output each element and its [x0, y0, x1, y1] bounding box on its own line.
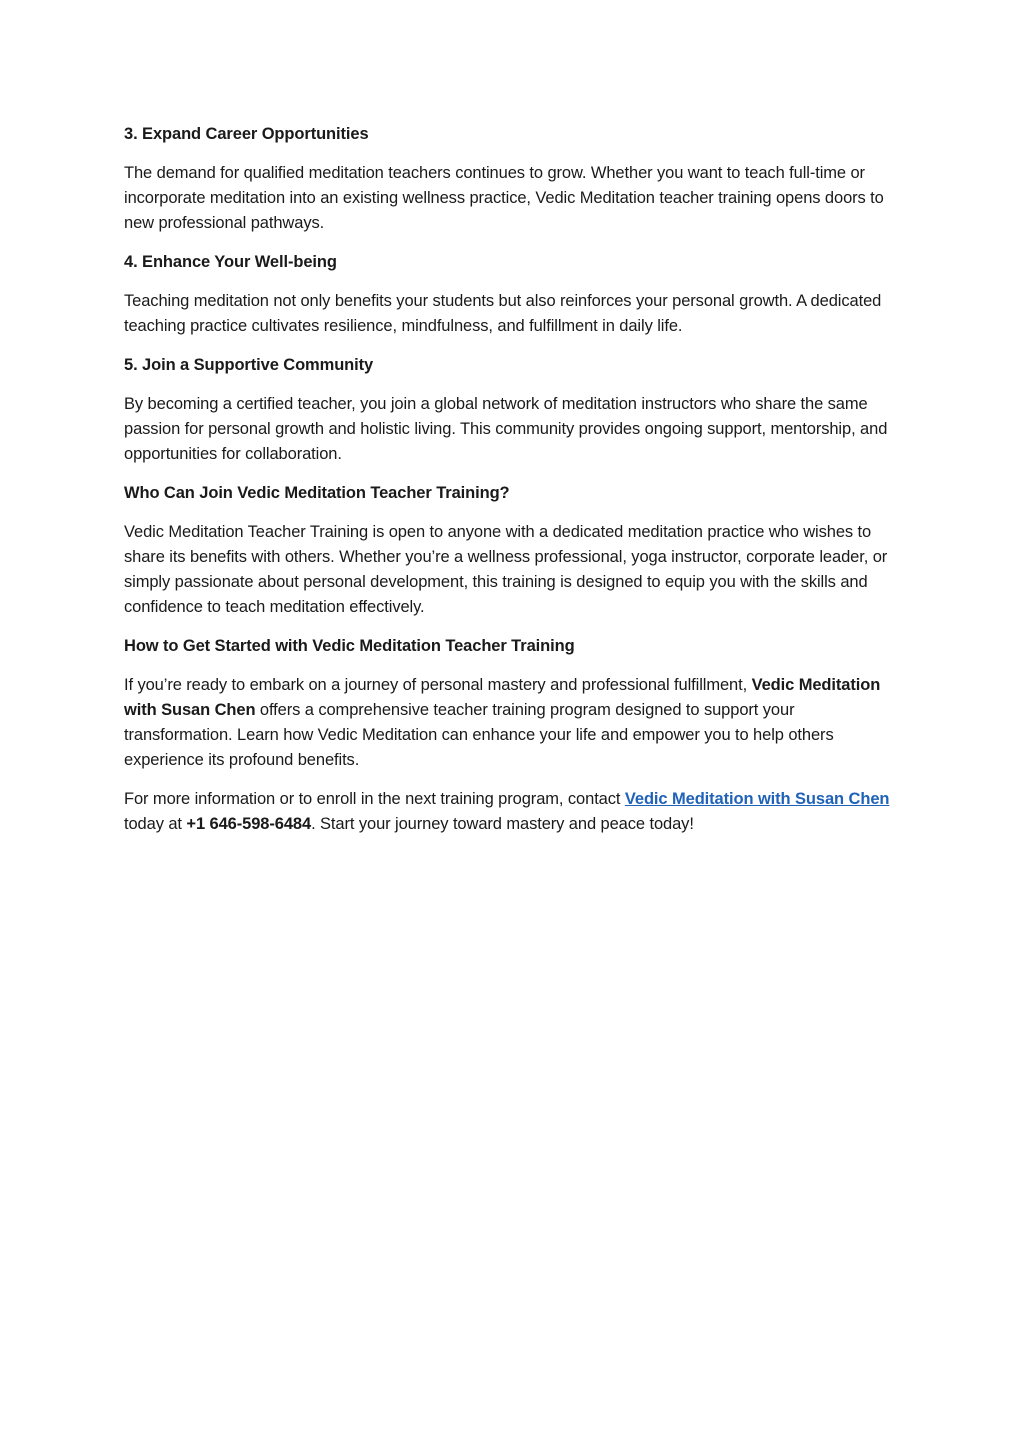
get-started-text-post: offers a comprehensive teacher training program designed to support your transformation. Learn how Vedic Meditation can enhance your life and empower you to help others experience its profound benefits. [124, 701, 834, 769]
document-content [124, 122, 904, 851]
contact-link-susan-chen[interactable]: Vedic Meditation with Susan Chen [624, 790, 890, 808]
paragraph-supportive-community: By becoming a certified teacher, you join a global network of meditation instructors who share the same passion for personal growth and holistic living. This community provides ongoing support, mentorship, and opportunities for collaboration. [124, 395, 888, 463]
heading-supportive-community: 5. Join a Supportive Community [124, 356, 374, 374]
paragraph-contact [124, 787, 904, 837]
heading-who-can-join: Who Can Join Vedic Meditation Teacher Training? [124, 484, 510, 502]
contact-phone-number: +1 646-598-6484 [186, 815, 312, 833]
contact-text-post: . Start your journey toward mastery and peace today! [311, 815, 694, 833]
heading-career-opportunities: 3. Expand Career Opportunities [124, 125, 369, 143]
contact-text-mid: today at [124, 815, 187, 833]
paragraph-get-started [124, 673, 904, 773]
paragraph-who-can-join: Vedic Meditation Teacher Training is open to anyone with a dedicated meditation practice who wishes to share its benefits with others. Whether you’re a wellness professional, yoga instructor, corporate leader, or simply passionate about personal development, this training is designed to equip you with the skills and confidence to teach meditation effectively. [124, 523, 888, 616]
get-started-brand-name: Vedic Meditation with Susan Chen [124, 676, 881, 719]
paragraph-well-being: Teaching meditation not only benefits your students but also reinforces your personal growth. A dedicated teaching practice cultivates resilience, mindfulness, and fulfillment in daily life. [124, 292, 882, 335]
heading-well-being: 4. Enhance Your Well-being [124, 253, 337, 271]
paragraph-career-opportunities: The demand for qualified meditation teachers continues to grow. Whether you want to teach full-time or incorporate meditation into an existing wellness practice, Vedic Meditation teacher training opens doors to new professional pathways. [124, 164, 884, 232]
heading-get-started: How to Get Started with Vedic Meditation Teacher Training [124, 637, 575, 655]
contact-text-pre: For more information or to enroll in the next training program, contact [124, 790, 625, 808]
get-started-text-pre: If you’re ready to embark on a journey of personal mastery and professional fulfillment, [124, 676, 752, 694]
